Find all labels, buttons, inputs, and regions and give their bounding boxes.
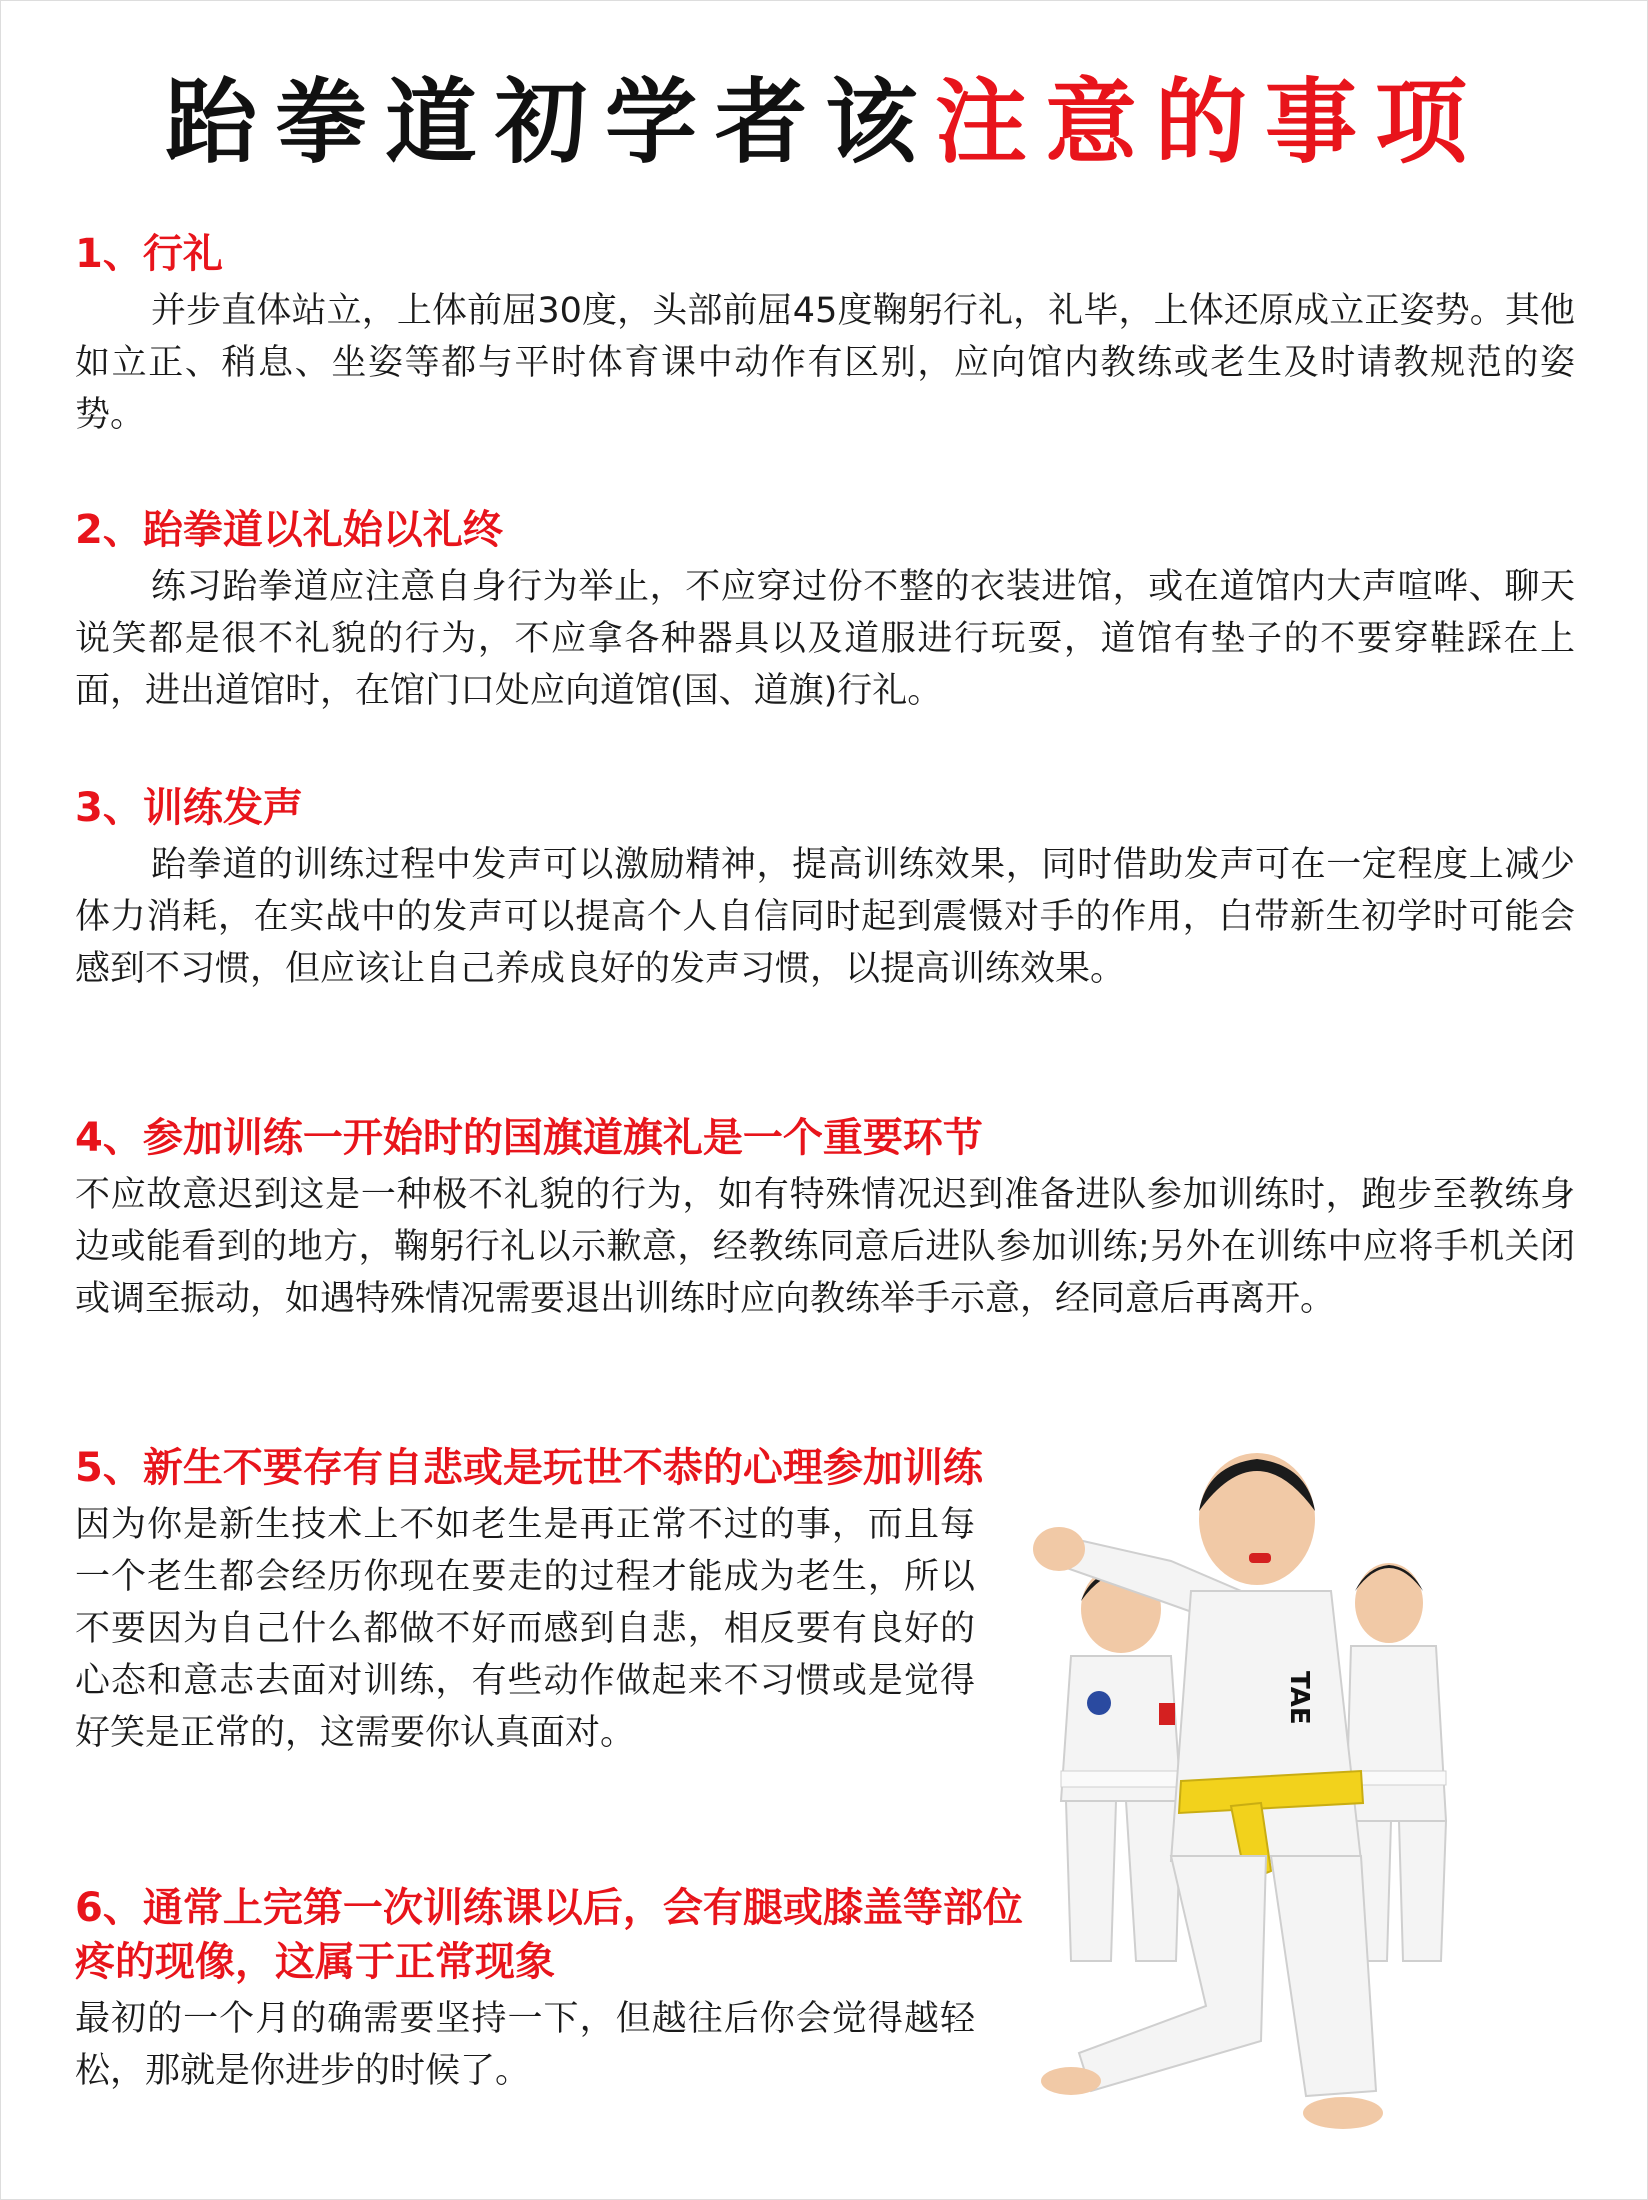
section-body: 最初的一个月的确需要坚持一下，但越往后你会觉得越轻松，那就是你进步的时候了。 — [75, 1999, 975, 2091]
section-heading: 1、行礼 — [75, 231, 223, 277]
section-5 — [75, 1441, 983, 1759]
section-body: 跆拳道的训练过程中发声可以激励精神，提高训练效果，同时借助发声可在一定程度上减少体力消耗，在实战中的发声可以提高个人自信同时起到震慑对手的作用，白带新生初学时可能会感到不习惯，但应该让自己养成良好的发声习惯，以提高训练效果。 — [75, 845, 1575, 989]
section-body: 并步直体站立，上体前屈30度，头部前屈45度鞠躬行礼，礼毕，上体还原成立正姿势。其他如立正、稍息、坐姿等都与平时体育课中动作有区别，应向馆内教练或老生及时请教规范的姿势。 — [75, 291, 1575, 435]
title-part-black: 跆拳道初学者该 — [164, 69, 935, 176]
section-4 — [75, 1111, 1575, 1325]
section-heading: 3、训练发声 — [75, 785, 303, 831]
section-heading: 2、跆拳道以礼始以礼终 — [75, 507, 503, 553]
section-heading: 5、新生不要存有自悲或是玩世不恭的心理参加训练 — [75, 1445, 983, 1491]
taekwondo-kids-photo — [1031, 1441, 1501, 2151]
section-6 — [75, 1881, 1023, 2097]
section-2 — [75, 503, 1575, 717]
section-body: 不应故意迟到这是一种极不礼貌的行为，如有特殊情况迟到准备进队参加训练时，跑步至教练身边或能看到的地方，鞠躬行礼以示歉意，经教练同意后进队参加训练;另外在训练中应将手机关闭或调至振动，如遇特殊情况需要退出训练时应向教练举手示意，经同意后再离开。 — [75, 1175, 1575, 1319]
section-3 — [75, 781, 1575, 995]
section-body: 因为你是新生技术上不如老生是再正常不过的事，而且每一个老生都会经历你现在要走的过程才能成为老生，所以不要因为自己什么都做不好而感到自悲，相反要有良好的心态和意志去面对训练，有些动作做起来不习惯或是觉得好笑是正常的，这需要你认真面对。 — [75, 1505, 975, 1753]
section-heading: 6、通常上完第一次训练课以后，会有腿或膝盖等部位疼的现像，这属于正常现象 — [75, 1885, 1023, 1985]
section-1 — [75, 227, 1575, 441]
section-heading: 4、参加训练一开始时的国旗道旗礼是一个重要环节 — [75, 1115, 983, 1161]
uniform-lettering: TAE — [1284, 1671, 1314, 1725]
section-body: 练习跆拳道应注意自身行为举止，不应穿过份不整的衣装进馆，或在道馆内大声喧哗、聊天说笑都是很不礼貌的行为，不应拿各种器具以及道服进行玩耍，道馆有垫子的不要穿鞋踩在上面，进出道馆时，在馆门口处应向道馆(国、道旗)行礼。 — [75, 567, 1575, 711]
title-part-red: 注意的事项 — [935, 69, 1486, 176]
left-child-figure — [1061, 1565, 1181, 1961]
page-title — [1, 63, 1648, 183]
